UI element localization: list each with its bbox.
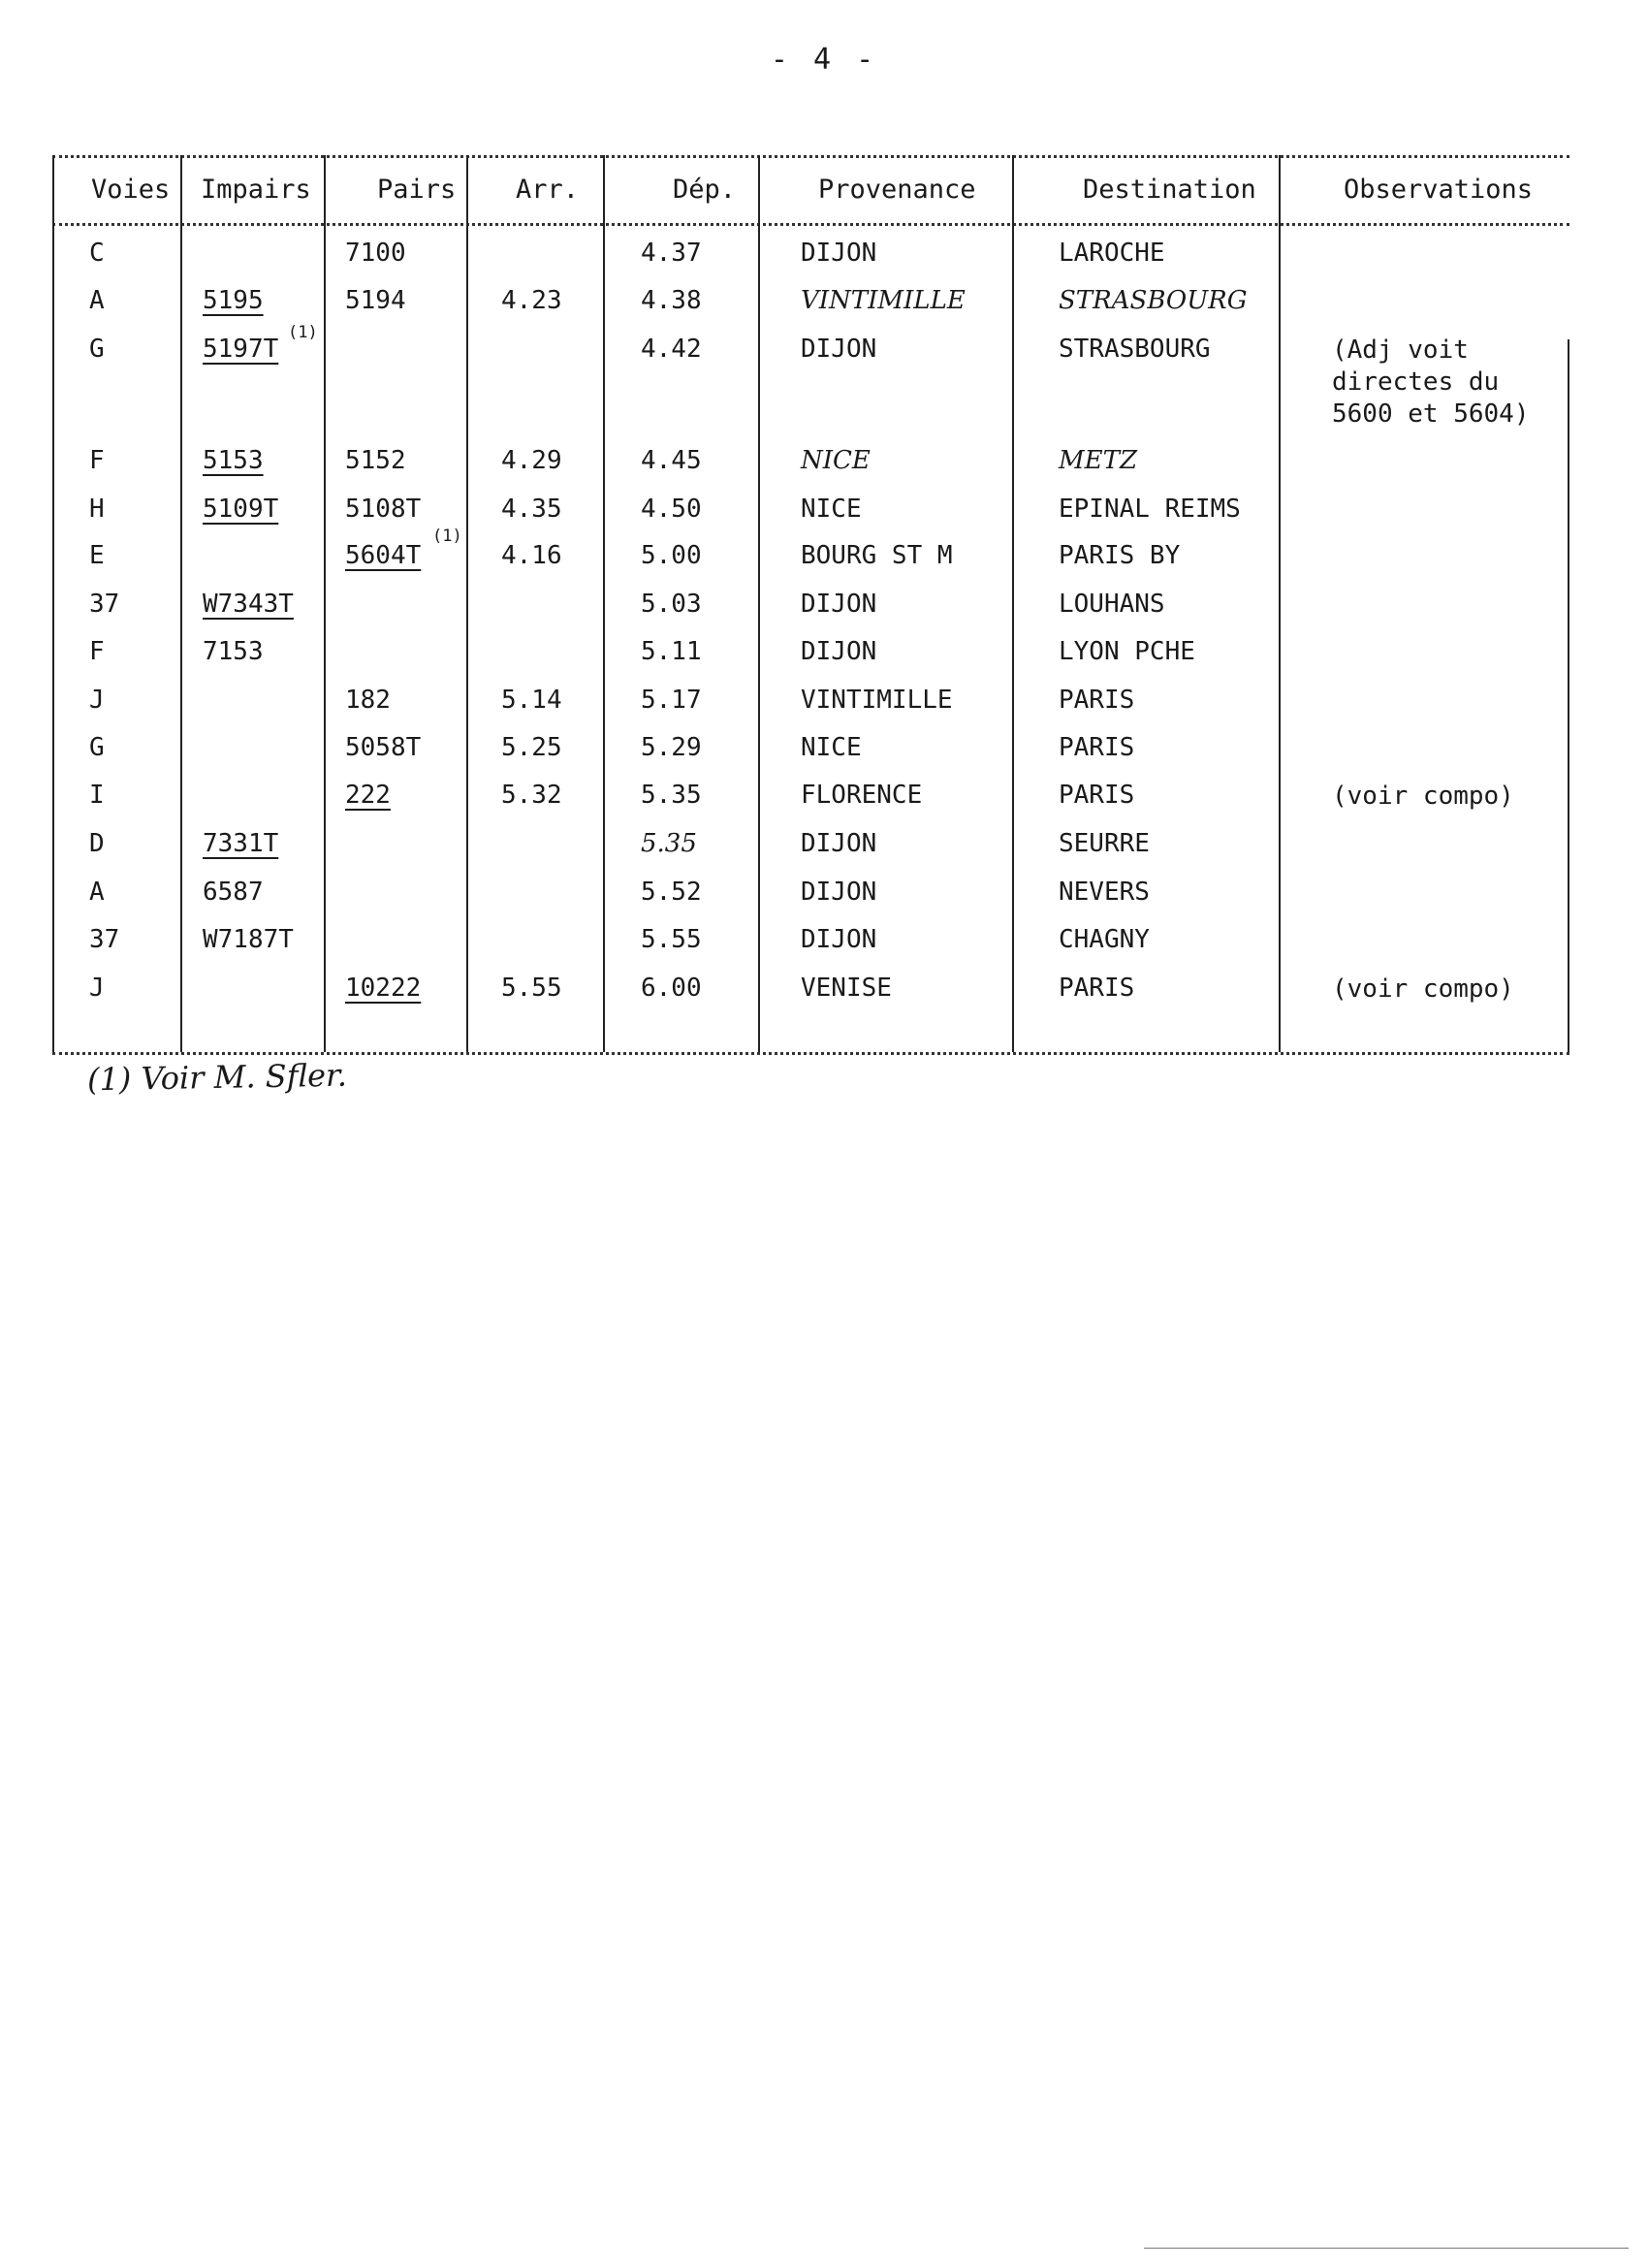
column-divider <box>52 155 54 1052</box>
voie-cell: J <box>89 974 105 1003</box>
provenance-cell: DIJON <box>801 590 877 619</box>
arr-cell: 5.14 <box>501 686 562 715</box>
destination-cell: STRASBOURG <box>1059 286 1248 315</box>
dep-cell: 5.35 <box>641 829 697 858</box>
observations-cell: (Adj voit directes du 5600 et 5604) <box>1332 335 1530 429</box>
voie-cell: G <box>89 335 105 364</box>
column-divider <box>1012 155 1014 1052</box>
voie-cell: F <box>89 637 105 666</box>
provenance-cell: DIJON <box>801 637 877 666</box>
destination-cell: PARIS <box>1059 781 1135 810</box>
voie-cell: G <box>89 733 105 762</box>
voie-cell: F <box>89 446 105 475</box>
voie-cell: I <box>89 781 105 810</box>
column-header: Provenance <box>818 175 976 205</box>
column-header: Dép. <box>673 175 737 205</box>
table-bottom-rule <box>52 1052 1569 1055</box>
handwritten-footnote: (1) Voir M. Sfler. <box>86 1056 348 1099</box>
destination-cell: EPINAL REIMS <box>1059 495 1241 524</box>
impairs-cell: 6587 <box>203 878 264 907</box>
destination-cell: LYON PCHE <box>1059 637 1195 666</box>
impairs-cell: W7343T <box>203 590 294 619</box>
provenance-cell: VINTIMILLE <box>801 286 966 315</box>
dep-cell: 5.55 <box>641 925 702 954</box>
pairs-cell: 5604T <box>345 541 422 570</box>
provenance-cell: DIJON <box>801 878 877 907</box>
voie-cell: D <box>89 829 105 858</box>
impairs-cell: W7187T <box>203 925 294 954</box>
impairs-cell: 5109T <box>203 495 279 524</box>
column-divider <box>180 155 182 1052</box>
dep-cell: 4.45 <box>641 446 702 475</box>
arr-cell: 4.35 <box>501 495 562 524</box>
column-divider <box>1568 339 1569 1052</box>
column-divider <box>603 155 605 1052</box>
arr-cell: 4.23 <box>501 286 562 315</box>
dep-cell: 5.00 <box>641 541 702 570</box>
observations-cell: (voir compo) <box>1332 782 1514 811</box>
pairs-cell: 182 <box>345 686 391 715</box>
provenance-cell: DIJON <box>801 335 877 364</box>
provenance-cell: DIJON <box>801 239 877 268</box>
arr-cell: 4.29 <box>501 446 562 475</box>
pairs-cell: 5058T <box>345 733 422 762</box>
page-number: - 4 - <box>770 43 878 77</box>
destination-cell: PARIS BY <box>1059 541 1181 570</box>
dep-cell: 5.35 <box>641 781 702 810</box>
destination-cell: METZ <box>1059 446 1138 475</box>
pairs-cell: 5152 <box>345 446 406 475</box>
provenance-cell: VENISE <box>801 974 892 1003</box>
bottom-rule <box>1144 2248 1629 2249</box>
header-rule <box>52 223 1569 226</box>
footnote-marker: (1) <box>432 527 462 546</box>
provenance-cell: DIJON <box>801 829 877 858</box>
column-header: Voies <box>91 175 171 205</box>
voie-cell: 37 <box>89 925 120 954</box>
provenance-cell: NICE <box>801 495 862 524</box>
dep-cell: 5.29 <box>641 733 702 762</box>
footnote-marker: (1) <box>288 323 318 342</box>
provenance-cell: DIJON <box>801 925 877 954</box>
destination-cell: PARIS <box>1059 733 1135 762</box>
dep-cell: 4.38 <box>641 286 702 315</box>
pairs-cell: 7100 <box>345 239 406 268</box>
impairs-cell: 5153 <box>203 446 264 475</box>
impairs-cell: 7331T <box>203 829 279 858</box>
destination-cell: PARIS <box>1059 686 1135 715</box>
provenance-cell: NICE <box>801 733 862 762</box>
column-header: Destination <box>1083 175 1256 205</box>
provenance-cell: FLORENCE <box>801 781 923 810</box>
impairs-cell: 5197T <box>203 335 279 364</box>
pairs-cell: 10222 <box>345 974 422 1003</box>
dep-cell: 6.00 <box>641 974 702 1003</box>
dep-cell: 4.42 <box>641 335 702 364</box>
column-divider <box>466 155 468 1052</box>
pairs-cell: 5194 <box>345 286 406 315</box>
voie-cell: H <box>89 495 105 524</box>
destination-cell: NEVERS <box>1059 878 1150 907</box>
column-divider <box>1279 155 1281 1052</box>
dep-cell: 5.03 <box>641 590 702 619</box>
pairs-cell: 222 <box>345 781 391 810</box>
voie-cell: E <box>89 541 105 570</box>
destination-cell: PARIS <box>1059 974 1135 1003</box>
column-divider <box>324 155 326 1052</box>
table-top-rule <box>52 155 1569 158</box>
destination-cell: LAROCHE <box>1059 239 1165 268</box>
destination-cell: LOUHANS <box>1059 590 1165 619</box>
arr-cell: 5.55 <box>501 974 562 1003</box>
pairs-cell: 5108T <box>345 495 422 524</box>
dep-cell: 5.52 <box>641 878 702 907</box>
observations-cell: (voir compo) <box>1332 974 1514 1004</box>
provenance-cell: NICE <box>801 446 871 475</box>
arr-cell: 5.32 <box>501 781 562 810</box>
voie-cell: A <box>89 878 105 907</box>
dep-cell: 4.37 <box>641 239 702 268</box>
arr-cell: 5.25 <box>501 733 562 762</box>
column-header: Impairs <box>201 175 311 205</box>
destination-cell: STRASBOURG <box>1059 335 1211 364</box>
column-header: Observations <box>1344 175 1534 205</box>
dep-cell: 4.50 <box>641 495 702 524</box>
impairs-cell: 7153 <box>203 637 264 666</box>
voie-cell: J <box>89 686 105 715</box>
provenance-cell: BOURG ST M <box>801 541 953 570</box>
column-header: Pairs <box>377 175 457 205</box>
column-header: Arr. <box>516 175 580 205</box>
destination-cell: SEURRE <box>1059 829 1150 858</box>
column-divider <box>758 155 760 1052</box>
dep-cell: 5.17 <box>641 686 702 715</box>
dep-cell: 5.11 <box>641 637 702 666</box>
arr-cell: 4.16 <box>501 541 562 570</box>
timetable <box>52 155 1569 1052</box>
impairs-cell: 5195 <box>203 286 264 315</box>
destination-cell: CHAGNY <box>1059 925 1150 954</box>
voie-cell: 37 <box>89 590 120 619</box>
provenance-cell: VINTIMILLE <box>801 686 953 715</box>
voie-cell: C <box>89 239 105 268</box>
voie-cell: A <box>89 286 105 315</box>
